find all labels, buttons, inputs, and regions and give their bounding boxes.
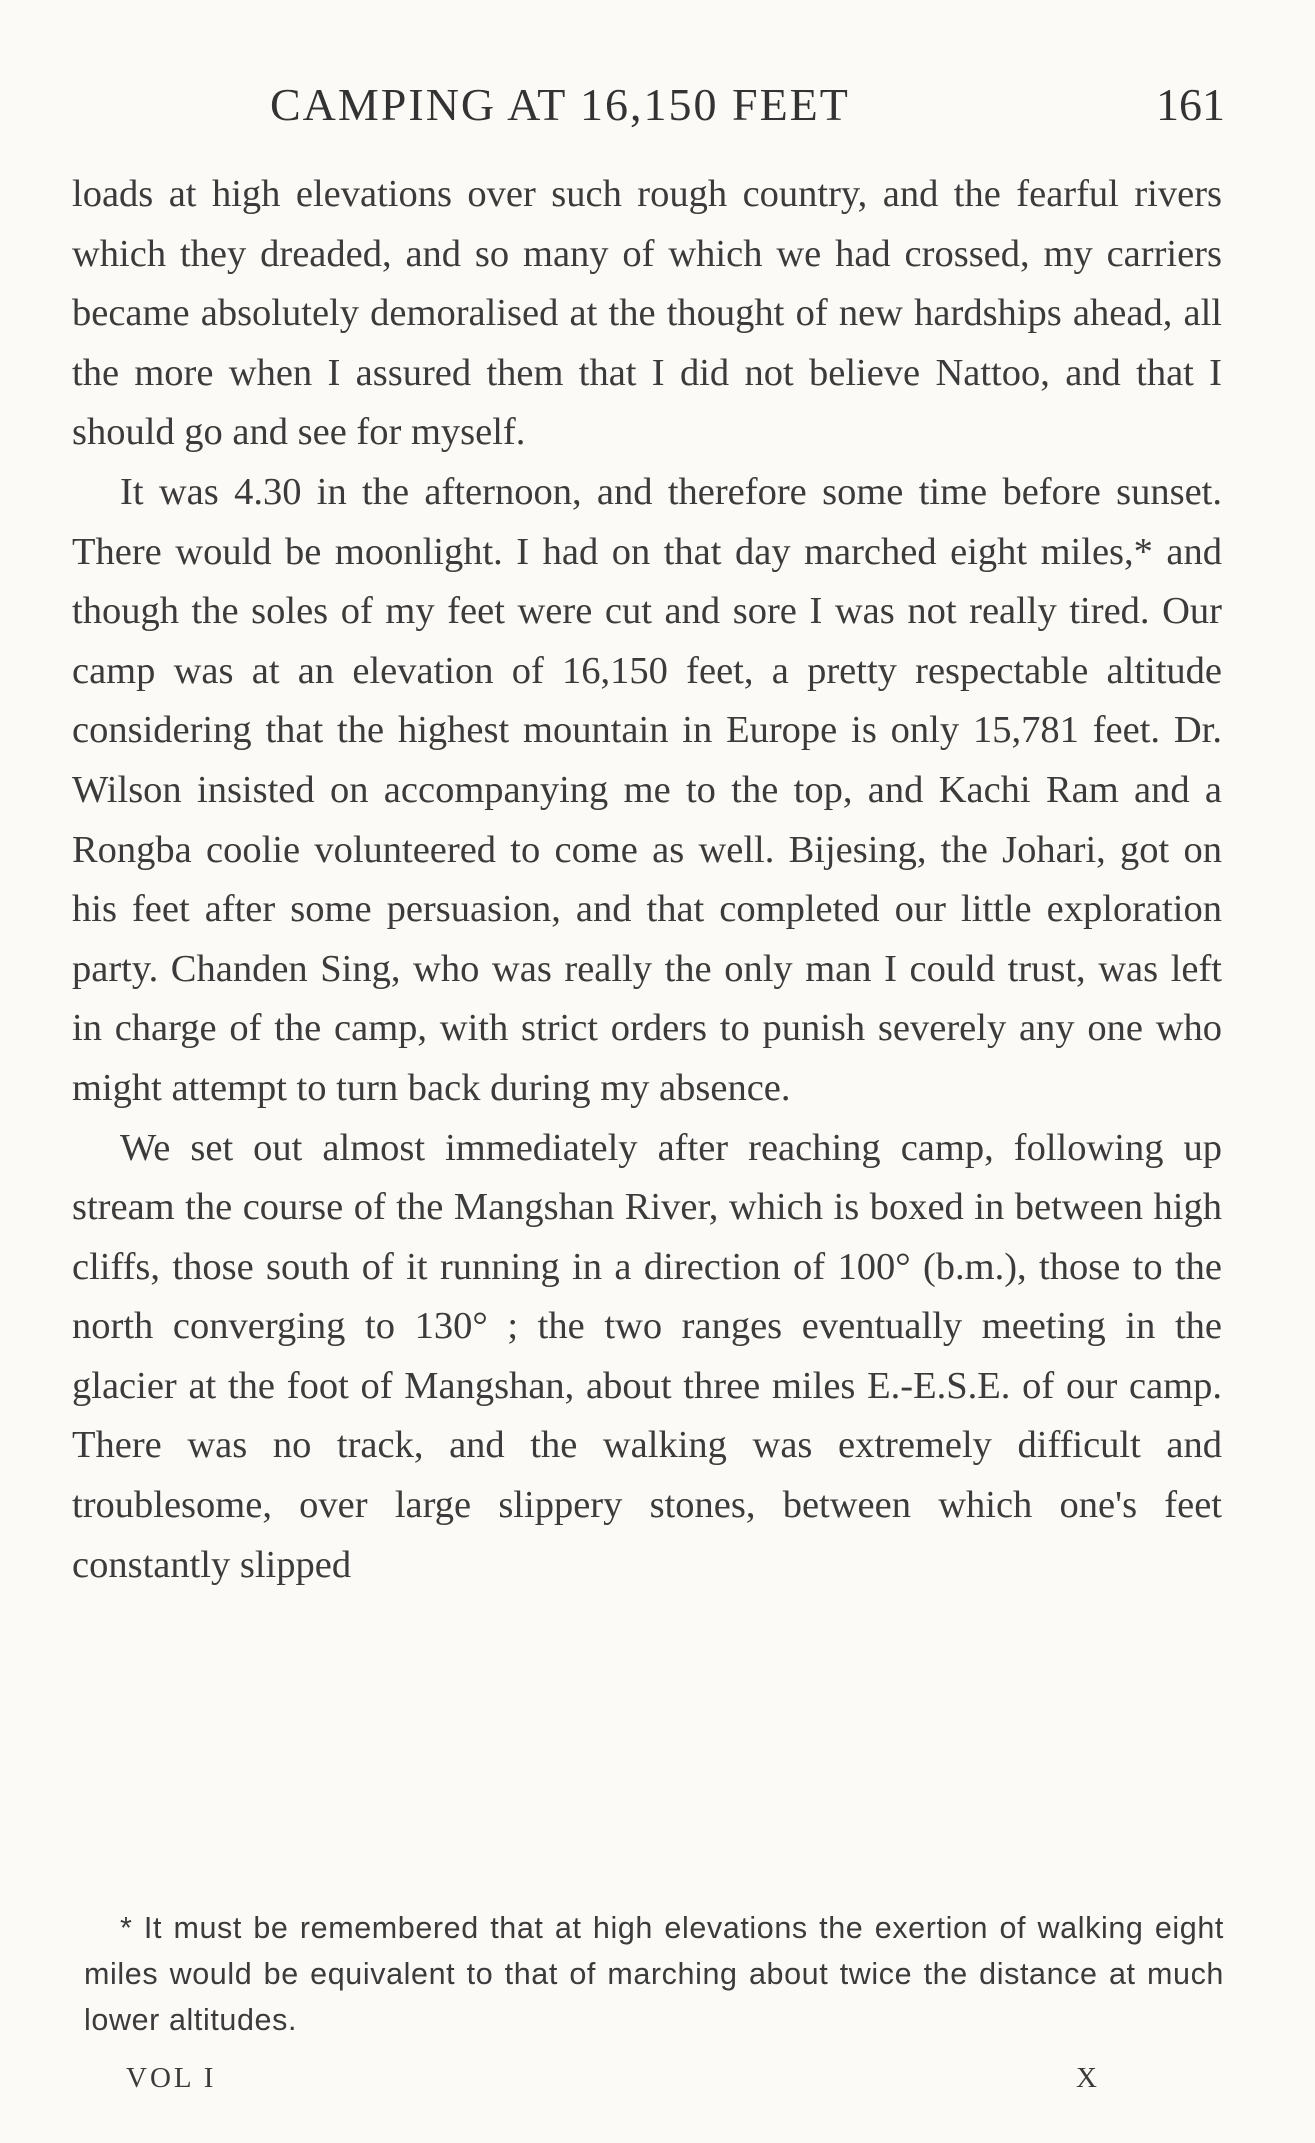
page-number: 161 [1156, 79, 1225, 130]
body-text [72, 165, 1222, 1595]
running-title: CAMPING AT 16,150 FEET [270, 79, 850, 130]
running-head [70, 78, 1225, 138]
paragraph-continuation: loads at high elevations over such rough country, and the fearful rivers which they dreaded, and so many of which we had crossed, my carriers became absolutely demoralised at the thought of new hardships ahead, all the more when I assured them that I did not believe Nattoo, and that I should go and see for myself. [72, 173, 1222, 454]
footnote-text: * It must be remembered that at high elevations the exertion of walking eight miles would be equivalent to that of marching about twice the distance at much lower altitudes. [84, 1911, 1224, 2037]
footnote [84, 1905, 1224, 2043]
signature-volume: VOL I [126, 2062, 217, 2094]
paragraph-set-out: We set out almost immediately after reaching camp, following up stream the course of the Mangshan River, which is boxed in between high cliffs, those south of it running in a direction of 100° (b.m.), those to the north converging to 130° ; the two ranges eventually meeting in the glacier at the foot of Mangshan, about three miles E.-E.S.E. of our camp. There was no track, and the walking was extremely difficult and troublesome, over large slippery stones, between which one's feet constantly slipped [72, 1126, 1222, 1586]
paragraph-afternoon: It was 4.30 in the afternoon, and therefore some time before sunset. There would be moonlight. I had on that day marched eight miles,* and though the soles of my feet were cut and sore I was not really tired. Our camp was at an elevation of 16,150 feet, a pretty respectable altitude considering that the highest mountain in Europe is only 15,781 feet. Dr. Wilson insisted on accompanying me to the top, and Kachi Ram and a Rongba coolie volunteered to come as well. Bijesing, the Johari, got on his feet after some persuasion, and that completed our little exploration party. Chanden Sing, who was really the only man I could trust, was left in charge of the camp, with strict orders to punish severely any one who might attempt to turn back during my absence. [72, 470, 1222, 1109]
signature-mark: X [1076, 2062, 1097, 2094]
